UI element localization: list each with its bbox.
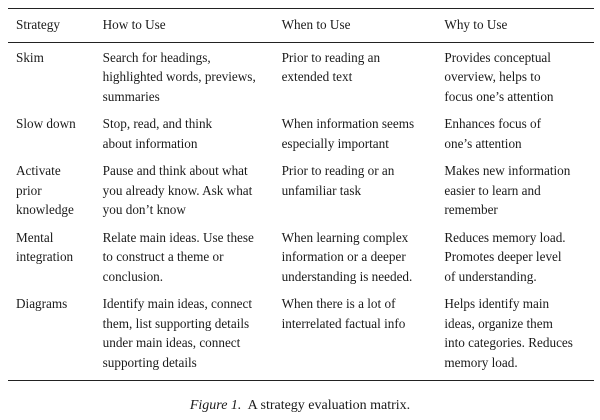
cell-why-to-use <box>440 156 594 223</box>
cell-when-to-use <box>278 109 441 156</box>
cell-line: highlighted words, previews, <box>102 69 256 84</box>
cell-line: information or a deeper <box>281 249 406 264</box>
cell-strategy <box>8 156 99 223</box>
cell-line: Prior to reading or an <box>281 163 395 178</box>
table-row <box>8 109 594 156</box>
header-when-to-use: When to Use <box>278 9 441 43</box>
cell-how-to-use <box>99 289 278 381</box>
cell-strategy <box>8 289 99 381</box>
cell-why-to-use <box>440 109 594 156</box>
cell-why-to-use <box>440 223 594 290</box>
cell-how-to-use <box>99 223 278 290</box>
cell-strategy <box>8 109 99 156</box>
cell-when-to-use <box>278 42 441 109</box>
cell-line: Provides conceptual <box>444 49 551 65</box>
cell-line: Helps identify main <box>444 296 550 311</box>
cell-line: understanding is needed. <box>281 268 413 284</box>
cell-line: Activate <box>16 163 61 178</box>
cell-line: Diagrams <box>16 296 68 311</box>
cell-line: you don’t know <box>102 202 186 217</box>
table-row <box>8 223 594 290</box>
cell-line: interrelated factual info <box>281 315 406 331</box>
cell-line: memory load. <box>444 354 518 370</box>
cell-line: Makes new information <box>444 163 571 178</box>
cell-line: of understanding. <box>444 268 537 284</box>
cell-when-to-use <box>278 289 441 381</box>
cell-line: Search for headings, <box>102 49 211 65</box>
cell-line: prior <box>16 182 42 198</box>
cell-line: Stop, read, and think <box>102 116 213 131</box>
cell-when-to-use <box>278 223 441 290</box>
table-row <box>8 289 594 381</box>
cell-line: Pause and think about what <box>102 163 248 178</box>
cell-line: summaries <box>102 88 160 104</box>
cell-line: focus one’s attention <box>444 88 554 104</box>
cell-line: supporting details <box>102 354 197 370</box>
cell-line: easier to learn and <box>444 182 541 198</box>
cell-line: especially important <box>281 135 389 151</box>
strategy-matrix-table <box>8 8 594 381</box>
figure-caption <box>0 398 600 414</box>
header-how-to-use: How to Use <box>99 9 278 43</box>
cell-line: about information <box>102 135 198 151</box>
cell-line: conclusion. <box>102 268 164 284</box>
table-row <box>8 156 594 223</box>
cell-line: Promotes deeper level <box>444 249 562 264</box>
cell-when-to-use <box>278 156 441 223</box>
cell-how-to-use <box>99 156 278 223</box>
table-header-row <box>8 9 594 43</box>
cell-strategy <box>8 223 99 290</box>
cell-line: When information seems <box>281 116 415 131</box>
cell-line: Prior to reading an <box>281 49 381 65</box>
table-body <box>8 42 594 381</box>
cell-line: into categories. Reduces <box>444 335 573 350</box>
cell-line: knowledge <box>16 202 74 217</box>
cell-line: When there is a lot of <box>281 296 396 311</box>
cell-line: to construct a theme or <box>102 249 224 264</box>
table-row <box>8 42 594 109</box>
cell-line: one’s attention <box>444 135 522 151</box>
cell-why-to-use <box>440 289 594 381</box>
header-why-to-use: Why to Use <box>440 9 594 43</box>
cell-line: Relate main ideas. Use these <box>102 229 254 245</box>
cell-why-to-use <box>440 42 594 109</box>
cell-line: Reduces memory load. <box>444 229 566 245</box>
figure-label: Figure 1. <box>189 398 242 413</box>
cell-line: overview, helps to <box>444 69 541 84</box>
cell-line: you already know. Ask what <box>102 182 253 198</box>
cell-line: under main ideas, connect <box>102 335 241 350</box>
cell-line: Skim <box>16 49 44 65</box>
cell-line: ideas, organize them <box>444 315 553 331</box>
figure-caption-text: A strategy evaluation matrix. <box>247 398 411 413</box>
cell-line: extended text <box>281 69 353 84</box>
cell-line: Mental <box>16 229 54 245</box>
cell-line: Identify main ideas, connect <box>102 296 253 311</box>
cell-line: them, list supporting details <box>102 315 250 331</box>
cell-how-to-use <box>99 109 278 156</box>
header-strategy: Strategy <box>8 9 99 43</box>
cell-line: Slow down <box>16 116 76 131</box>
cell-strategy <box>8 42 99 109</box>
cell-line: integration <box>16 249 74 264</box>
cell-line: Enhances focus of <box>444 116 542 131</box>
cell-line: remember <box>444 202 498 217</box>
cell-how-to-use <box>99 42 278 109</box>
cell-line: When learning complex <box>281 229 409 245</box>
cell-line: unfamiliar task <box>281 182 362 198</box>
